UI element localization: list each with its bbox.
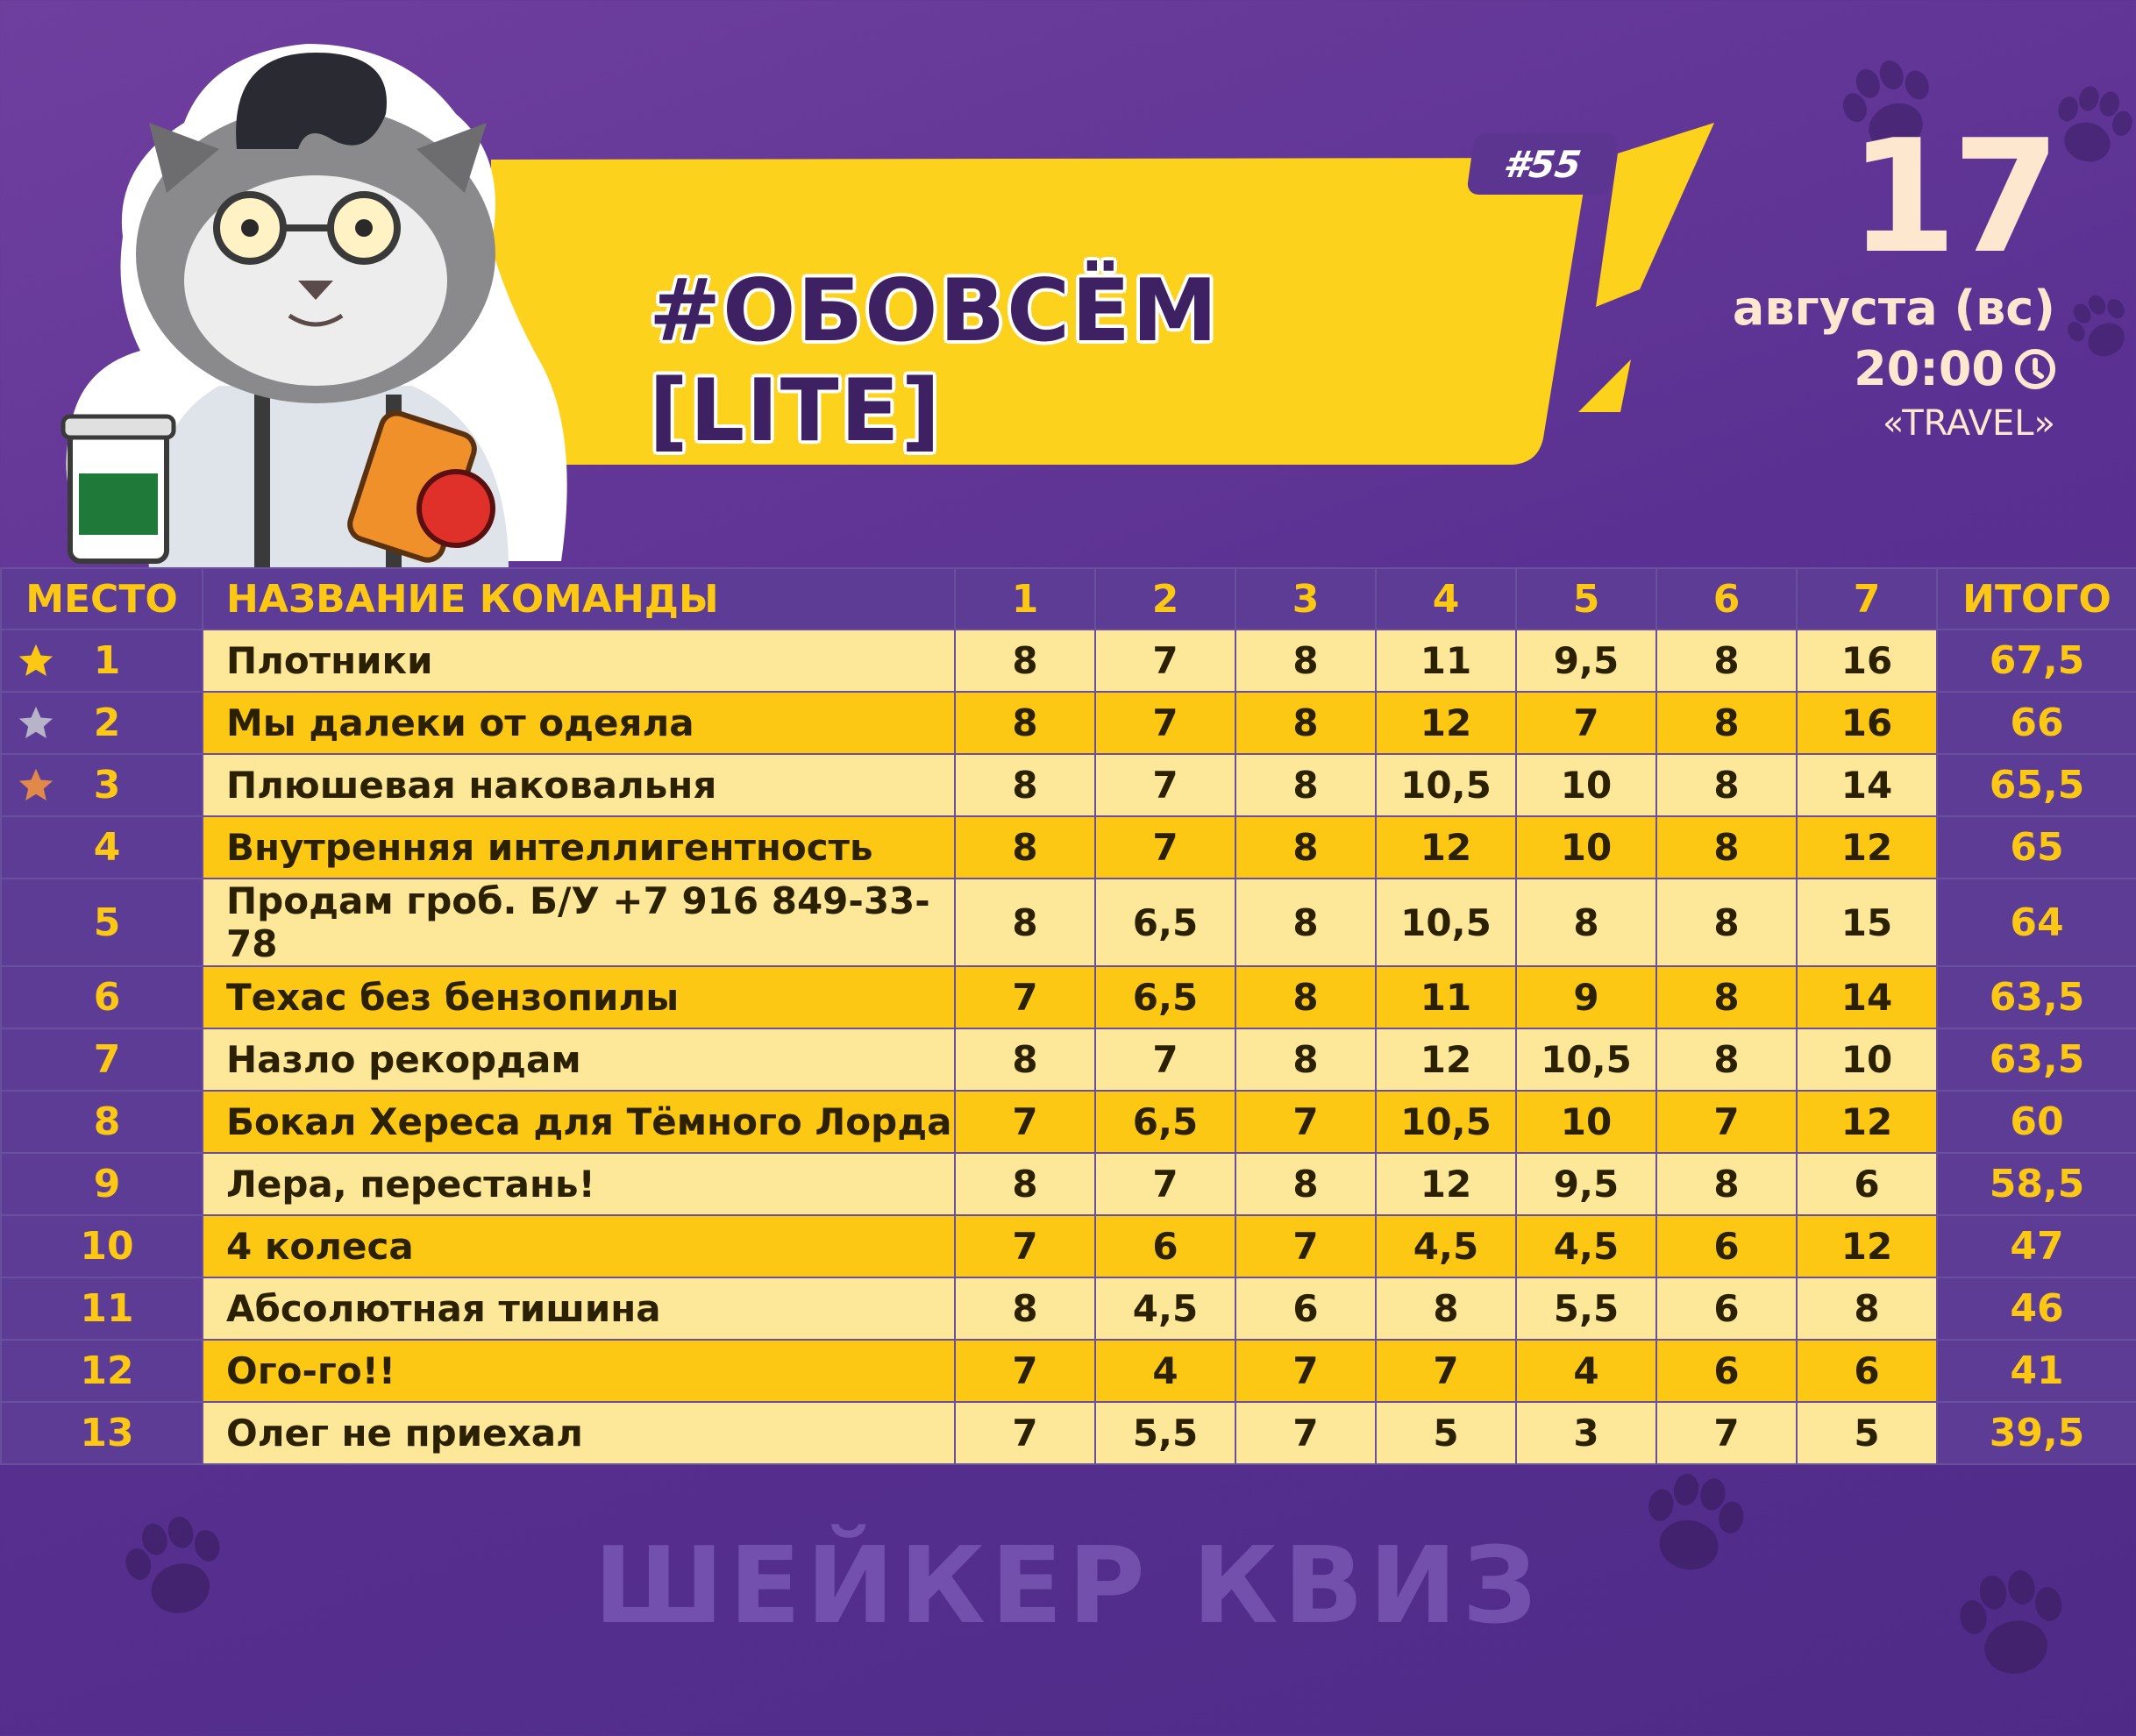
round-score-cell: 15: [1797, 879, 1937, 966]
game-title: #ОБОВСЁМ [LITE]: [649, 261, 1220, 461]
round-score-cell: 8: [955, 1277, 1095, 1340]
round-score-cell: 16: [1797, 630, 1937, 692]
round-score-cell: 7: [1095, 630, 1235, 692]
place-number: 4: [93, 825, 121, 870]
place-number: 3: [93, 763, 121, 808]
round-score-cell: 6: [1656, 1277, 1797, 1340]
round-score-cell: 10,5: [1516, 1028, 1656, 1091]
round-score-cell: 8: [1376, 1277, 1516, 1340]
round-score-cell: 12: [1797, 1215, 1937, 1277]
team-name-cell: Олег не приехал: [203, 1402, 955, 1464]
place-number: 6: [93, 975, 121, 1020]
round-score-cell: 4: [1095, 1340, 1235, 1402]
round-score-cell: 8: [955, 816, 1095, 879]
round-score-cell: 12: [1376, 816, 1516, 879]
total-score-cell: 63,5: [1937, 1028, 2136, 1091]
round-score-cell: 9,5: [1516, 1153, 1656, 1215]
total-score-cell: 65: [1937, 816, 2136, 879]
column-header-round: 3: [1235, 568, 1376, 630]
round-score-cell: 8: [1235, 754, 1376, 816]
round-score-cell: 5: [1376, 1402, 1516, 1464]
round-score-cell: 14: [1797, 754, 1937, 816]
team-name-cell: Лера, перестань!: [203, 1153, 955, 1215]
column-header-round: 2: [1095, 568, 1235, 630]
round-score-cell: 6: [1656, 1340, 1797, 1402]
team-name-cell: Внутренняя интеллигентность: [203, 816, 955, 879]
table-row: [1, 1215, 2136, 1277]
round-score-cell: 4,5: [1516, 1215, 1656, 1277]
round-score-cell: 8: [1235, 966, 1376, 1028]
round-score-cell: 8: [1656, 1153, 1797, 1215]
round-score-cell: 11: [1376, 966, 1516, 1028]
team-name-cell: Абсолютная тишина: [203, 1277, 955, 1340]
event-time: [1733, 341, 2055, 396]
round-score-cell: 4,5: [1095, 1277, 1235, 1340]
round-score-cell: 7: [1095, 816, 1235, 879]
column-header-round: 5: [1516, 568, 1656, 630]
place-cell: [1, 1091, 203, 1153]
round-score-cell: 8: [1656, 754, 1797, 816]
round-score-cell: 7: [1376, 1340, 1516, 1402]
round-score-cell: 8: [1656, 966, 1797, 1028]
table-row: [1, 1153, 2136, 1215]
round-score-cell: 8: [1656, 692, 1797, 754]
column-header-round: 7: [1797, 568, 1937, 630]
medal-star-icon: [16, 765, 56, 806]
round-score-cell: 10,5: [1376, 1091, 1516, 1153]
table-header-row: [1, 568, 2136, 630]
round-score-cell: 7: [955, 1215, 1095, 1277]
total-score-cell: 60: [1937, 1091, 2136, 1153]
place-cell: [1, 692, 203, 754]
total-score-cell: 39,5: [1937, 1402, 2136, 1464]
column-header-round: 6: [1656, 568, 1797, 630]
round-score-cell: 7: [1095, 1028, 1235, 1091]
round-score-cell: 8: [1235, 879, 1376, 966]
place-number: 9: [93, 1162, 121, 1206]
round-score-cell: 14: [1797, 966, 1937, 1028]
round-score-cell: 8: [955, 879, 1095, 966]
place-number: 13: [80, 1411, 134, 1455]
place-number: 2: [93, 701, 121, 745]
column-header-total: ИТОГО: [1937, 568, 2136, 630]
place-cell: [1, 1028, 203, 1091]
table-row: [1, 630, 2136, 692]
round-score-cell: 10: [1797, 1028, 1937, 1091]
table-row: [1, 692, 2136, 754]
medal-star-icon: [16, 641, 56, 681]
table-row: [1, 966, 2136, 1028]
medal-star-icon: [16, 703, 56, 743]
event-date-block: [1732, 106, 2055, 444]
issue-badge: #55: [1466, 133, 1619, 195]
round-score-cell: 12: [1376, 692, 1516, 754]
place-cell: [1, 630, 203, 692]
round-score-cell: 6,5: [1095, 1091, 1235, 1153]
table-row: [1, 879, 2136, 966]
round-score-cell: 10: [1516, 754, 1656, 816]
place-number: 12: [80, 1348, 134, 1393]
round-score-cell: 8: [955, 692, 1095, 754]
place-cell: [1, 1402, 203, 1464]
team-name-cell: Продам гроб. Б/У +7 916 849-33-78: [203, 879, 955, 966]
total-score-cell: 65,5: [1937, 754, 2136, 816]
place-cell: [1, 879, 203, 966]
time-text: 20:00: [1854, 341, 2004, 396]
table-row: [1, 1340, 2136, 1402]
team-name-cell: Мы далеки от одеяла: [203, 692, 955, 754]
round-score-cell: 10: [1516, 816, 1656, 879]
round-score-cell: 8: [1656, 816, 1797, 879]
place-cell: [1, 966, 203, 1028]
round-score-cell: 6: [1235, 1277, 1376, 1340]
footer-brand: ШЕЙКЕР КВИЗ: [594, 1526, 1542, 1647]
round-score-cell: 6: [1797, 1340, 1937, 1402]
column-header-round: 4: [1376, 568, 1516, 630]
total-score-cell: 41: [1937, 1340, 2136, 1402]
total-score-cell: 67,5: [1937, 630, 2136, 692]
round-score-cell: 7: [1235, 1402, 1376, 1464]
total-score-cell: 64: [1937, 879, 2136, 966]
venue-name: «TRAVEL»: [1882, 403, 2055, 444]
total-score-cell: 46: [1937, 1277, 2136, 1340]
round-score-cell: 6: [1797, 1153, 1937, 1215]
round-score-cell: 7: [1095, 754, 1235, 816]
round-score-cell: 7: [1095, 692, 1235, 754]
round-score-cell: 10,5: [1376, 754, 1516, 816]
total-score-cell: 47: [1937, 1215, 2136, 1277]
round-score-cell: 6: [1656, 1215, 1797, 1277]
round-score-cell: 10: [1516, 1091, 1656, 1153]
column-header-place: МЕСТО: [1, 568, 203, 630]
round-score-cell: 7: [955, 1340, 1095, 1402]
round-score-cell: 3: [1516, 1402, 1656, 1464]
round-score-cell: 8: [955, 754, 1095, 816]
results-body: [1, 630, 2136, 1464]
round-score-cell: 6,5: [1095, 879, 1235, 966]
table-row: [1, 754, 2136, 816]
round-score-cell: 4: [1516, 1340, 1656, 1402]
place-cell: [1, 1153, 203, 1215]
total-score-cell: 58,5: [1937, 1153, 2136, 1215]
place-number: 10: [80, 1224, 134, 1269]
total-score-cell: 63,5: [1937, 966, 2136, 1028]
place-number: 5: [93, 900, 121, 945]
manul-cat-mascot-icon: [18, 18, 596, 570]
round-score-cell: 8: [1656, 1028, 1797, 1091]
round-score-cell: 9,5: [1516, 630, 1656, 692]
round-score-cell: 7: [1235, 1340, 1376, 1402]
round-score-cell: 8: [1235, 1028, 1376, 1091]
table-row: [1, 1277, 2136, 1340]
place-cell: [1, 1340, 203, 1402]
round-score-cell: 7: [955, 966, 1095, 1028]
round-score-cell: 7: [955, 1091, 1095, 1153]
round-score-cell: 5,5: [1516, 1277, 1656, 1340]
team-name-cell: Плотники: [203, 630, 955, 692]
team-name-cell: Ого-го!!: [203, 1340, 955, 1402]
round-score-cell: 8: [1797, 1277, 1937, 1340]
place-number: 8: [93, 1099, 121, 1144]
round-score-cell: 8: [1516, 879, 1656, 966]
round-score-cell: 7: [1235, 1091, 1376, 1153]
table-row: [1, 816, 2136, 879]
team-name-cell: 4 колеса: [203, 1215, 955, 1277]
round-score-cell: 7: [1656, 1091, 1797, 1153]
round-score-cell: 5: [1797, 1402, 1937, 1464]
round-score-cell: 16: [1797, 692, 1937, 754]
round-score-cell: 10,5: [1376, 879, 1516, 966]
round-score-cell: 7: [1656, 1402, 1797, 1464]
round-score-cell: 7: [955, 1402, 1095, 1464]
round-score-cell: 11: [1376, 630, 1516, 692]
round-score-cell: 8: [1235, 1153, 1376, 1215]
place-cell: [1, 1215, 203, 1277]
round-score-cell: 9: [1516, 966, 1656, 1028]
header-banner: [0, 0, 2136, 570]
team-name-cell: Бокал Хереса для Тёмного Лорда: [203, 1091, 955, 1153]
round-score-cell: 7: [1235, 1215, 1376, 1277]
clock-icon: [2015, 349, 2055, 389]
round-score-cell: 7: [1095, 1153, 1235, 1215]
place-number: 11: [80, 1286, 134, 1331]
table-row: [1, 1028, 2136, 1091]
column-header-team: НАЗВАНИЕ КОМАНДЫ: [203, 568, 955, 630]
round-score-cell: 8: [955, 1153, 1095, 1215]
date-month: августа (вс): [1732, 281, 2055, 336]
round-score-cell: 8: [1656, 630, 1797, 692]
column-header-round: 1: [955, 568, 1095, 630]
place-cell: [1, 1277, 203, 1340]
round-score-cell: 8: [955, 1028, 1095, 1091]
round-score-cell: 8: [1235, 692, 1376, 754]
round-score-cell: 12: [1376, 1153, 1516, 1215]
team-name-cell: Назло рекордам: [203, 1028, 955, 1091]
place-cell: [1, 816, 203, 879]
round-score-cell: 6,5: [1095, 966, 1235, 1028]
place-cell: [1, 754, 203, 816]
round-score-cell: 7: [1516, 692, 1656, 754]
round-score-cell: 5,5: [1095, 1402, 1235, 1464]
round-score-cell: 12: [1376, 1028, 1516, 1091]
place-number: 1: [93, 638, 121, 683]
round-score-cell: 6: [1095, 1215, 1235, 1277]
round-score-cell: 12: [1797, 816, 1937, 879]
round-score-cell: 12: [1797, 1091, 1937, 1153]
round-score-cell: 8: [955, 630, 1095, 692]
round-score-cell: 8: [1656, 879, 1797, 966]
round-score-cell: 8: [1235, 630, 1376, 692]
table-row: [1, 1402, 2136, 1464]
table-row: [1, 1091, 2136, 1153]
place-number: 7: [93, 1037, 121, 1082]
team-name-cell: Плюшевая наковальня: [203, 754, 955, 816]
round-score-cell: 4,5: [1376, 1215, 1516, 1277]
round-score-cell: 8: [1235, 816, 1376, 879]
team-name-cell: Техас без бензопилы: [203, 966, 955, 1028]
results-table: [0, 567, 2136, 1465]
total-score-cell: 66: [1937, 692, 2136, 754]
date-day: 17: [1848, 106, 2055, 288]
